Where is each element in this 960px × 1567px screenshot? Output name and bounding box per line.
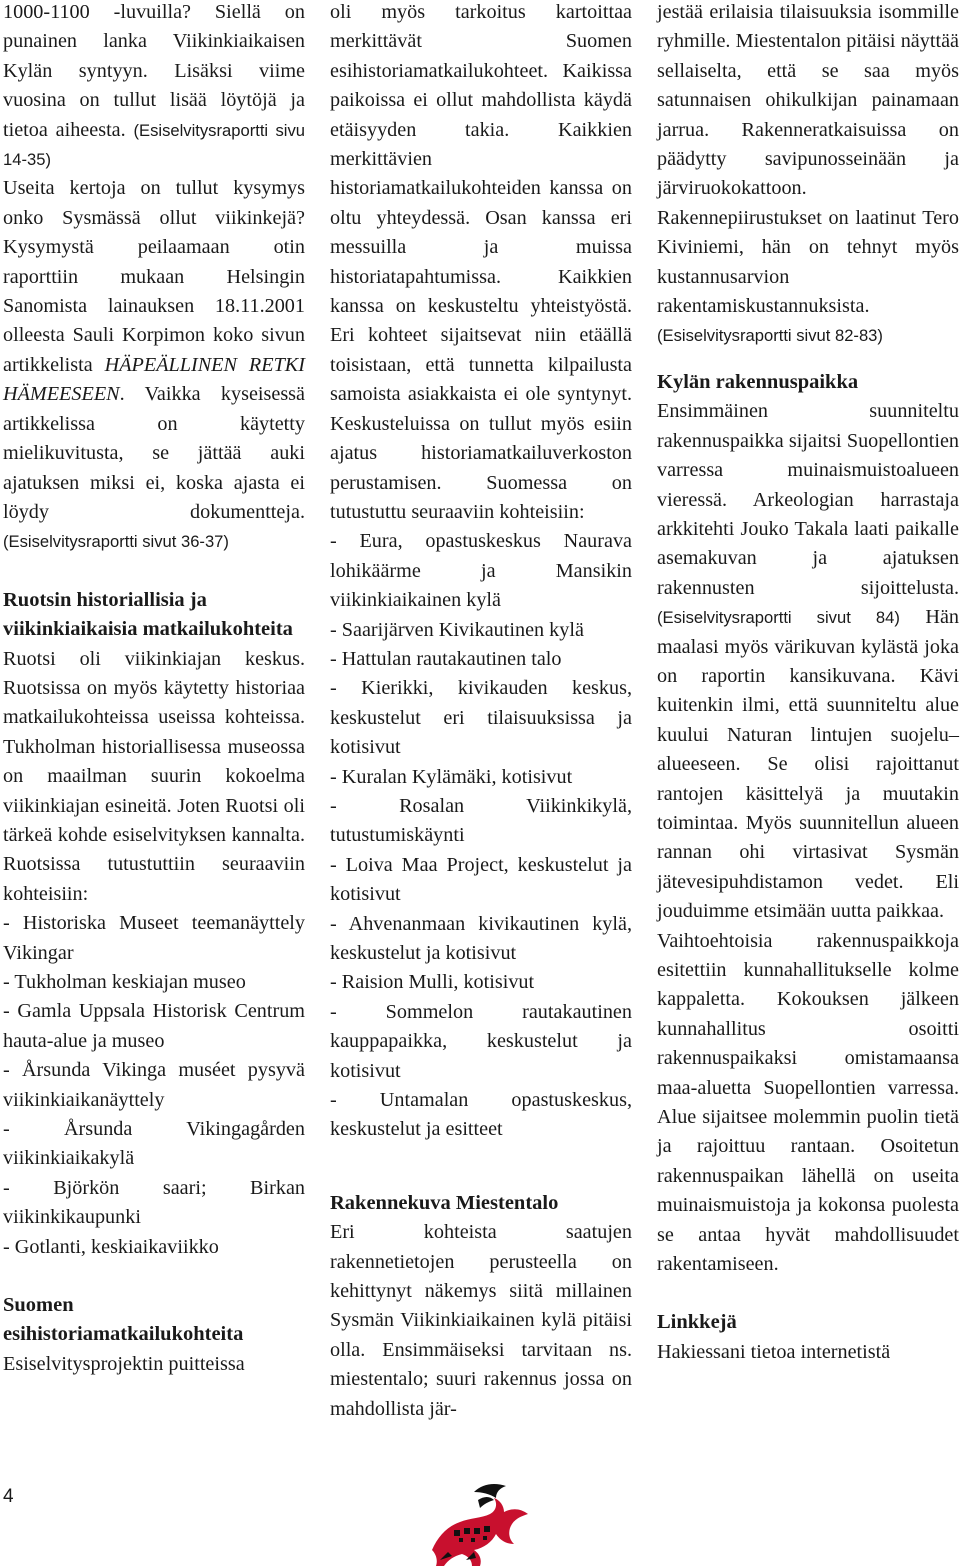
list-item: - Kuralan Kylämäki, kotisivut xyxy=(330,765,573,788)
list-item: - Tukholman keskiajan museo xyxy=(3,971,246,993)
column-2 xyxy=(330,0,632,1424)
paragraph: oli myös tarkoitus kartoittaa merkittävät Suomen esihistoriamatkailukohteet. Kaikissa paikoissa ei ollut mahdollista käydä etäisyyden takia. Kaikkien merkittävien historiamatkailukohteiden kanssa on oltu yhteydessä. Osan kanssa eri messuilla ja muissa historiatapahtumissa. Kaikkien kanssa on keskusteltu yhteistyöstä. Eri kohteet sijaitsevat niin etäällä toisistaan, että tunnetta kilpailusta samoista asiakkaista ei ole syntynyt. Keskusteluissa on tullut myös esiin ajatus historiamatkailuverkoston perustamisen. Suomessa on tutustuttu seuraaviin kohteisiin: xyxy=(330,1,632,523)
list-item: - Gotlanti, keskiaikaviikko xyxy=(3,1235,219,1258)
page-number: 4 xyxy=(3,1486,14,1507)
list-item: - Gamla Uppsala Historisk Centrum hauta-alue ja museo xyxy=(3,1000,305,1052)
section-heading: Rakennekuva Miestentalo xyxy=(330,1191,559,1214)
section-heading: Suomen esihistoriamatkailukohteita xyxy=(3,1294,244,1346)
text: Ensimmäinen suunniteltu rakennuspaikka sijaitsi Suopellontien varressa muinaismuistoalueen vieressä. Arkeologian harrastaja arkkitehti Jouko Takala laati paikalle asemakuvan ja ajatuksen rakennusten sijoittelusta. xyxy=(657,400,959,599)
list-item: - Rosalan Viikinkikylä, tutustumiskäynti xyxy=(330,794,632,847)
viking-horse-logo-icon xyxy=(424,1478,534,1567)
list-item: - Årsunda Vikingagården viikinkiaikakylä xyxy=(3,1118,305,1170)
list-item: - Sommelon rautakautinen kauppapaikka, keskustelut ja kotisivut xyxy=(330,1000,632,1082)
text: 1000-1100 -luvuilla? Siellä on punainen lanka Viikinkiaikaisen Kylän syntyyn. Lisäksi viime vuosina on tullut lisää löytöjä ja tietoa aiheesta. xyxy=(3,1,305,141)
report-reference: (Esiselvitysraportti sivut 36-37) xyxy=(3,532,229,552)
article-title: HÄPEÄLLINEN RETKI HÄMEESEEN xyxy=(3,353,305,406)
text: jestää erilaisia tilaisuuksia isommille ryhmille. Miestentalon pitäisi näyttää sellaiselta, että se saa myös satunnaisen ohikulkijan painamaan jarrua. Rakenneratkaisuissa on päädytty savipunosseinään ja järviruokokattoon. Rakennepiirustukset on laatinut Tero Kiviniemi, hän on tehnyt myös kustannusarvion rakentamiskustannuksista. xyxy=(657,1,959,318)
destination-list xyxy=(330,527,632,1145)
paragraph xyxy=(3,174,305,556)
list-item: - Kierikki, kivikauden keskus, keskustelut eri tilaisuuksissa ja kotisivut xyxy=(330,677,632,759)
text: . Vaikka kyseisessä artikkelissa on käytetty mielikuvitusta, se jättää auki ajatuksen miksi ei, koska ajasta ei löydy dokumentteja. xyxy=(3,383,305,523)
paragraph: Ruotsi oli viikinkiajan keskus. Ruotsissa on myös käytetty historiaa matkailukohteissa useissa kohteissa. Tukholman historiallisessa museossa on maailman suurin kokoelma viikinkiajan esineitä. Joten Ruotsi oli tärkeä kohde esiselvityksen kannalta. Ruotsissa tutustuttiin seuraaviin kohteisiin: xyxy=(3,647,305,905)
paragraph xyxy=(657,0,959,351)
column-1 xyxy=(3,0,305,1379)
paragraph: Hakiessani tietoa internetistä xyxy=(657,1340,891,1363)
list-item: - Loiva Maa Project, keskustelut ja kotisivut xyxy=(330,853,632,906)
list-item: - Hattulan rautakautinen talo xyxy=(330,647,562,670)
report-reference: (Esiselvitysraportti sivu 14-35) xyxy=(3,120,305,170)
list-item: - Eura, opastuskeskus Naurava lohikäärme ja Mansikin viikinkiaikainen kylä xyxy=(330,530,632,612)
list-item: - Untamalan opastuskeskus, keskustelut ja esitteet xyxy=(330,1089,632,1141)
column-3 xyxy=(657,0,959,1367)
list-item: - Björkön saari; Birkan viikinkikaupunki xyxy=(3,1176,305,1229)
report-reference: (Esiselvitysraportti sivut 84) xyxy=(657,608,900,628)
report-reference: (Esiselvitysraportti sivut 82-83) xyxy=(657,326,883,346)
list-item: - Raision Mulli, kotisivut xyxy=(330,971,535,994)
list-item: - Historiska Museet teemanäyttely Vikingar xyxy=(3,912,305,964)
text: Useita kertoja on tullut kysymys onko Sysmässä ollut viikinkejä? Kysymystä peilaamaan otin raporttiin mukaan Helsingin Sanomista lainauksen 18.11.2001 olleesta Sauli Korpimon koko sivun artikkelista xyxy=(3,177,305,376)
text: Hän maalasi myös värikuvan kylästä joka on raportin kansikuvana. Kävi kuitenkin ilmi, että suunniteltu alue kuului Naturan lintujen suojelu–alueeseen. Se olisi rajoittanut rantojen käsittelyä ja muutakin toimintaa. Myös suunnitellun alueen rannan ohi virtasivat Sysmän jätevesipuhdistamon vedet. Eli jouduimme etsimään uutta paikkaa. xyxy=(657,606,959,923)
list-item: - Ahvenanmaan kivikautinen kylä, keskustelut ja kotisivut xyxy=(330,912,632,964)
paragraph: Vaihtoehtoisia rakennuspaikkoja esitettiin kunnahallitukselle kolme kappaletta. Kokouksen jälkeen kunnahallitus osoitti rakennuspaikaksi omistamaansa maa-aluetta Suopellontien varressa. Alue sijaitsee molemmin puolin tietä ja rajoittuu rantaan. Osoitetun rakennuspaikan lähellä on useita muinaismuistoja ja kokonsa puolesta se antaa hyvät mahdollisuudet rakentamiseen. xyxy=(657,929,959,1276)
list-item: - Årsunda Vikinga muséet pysyvä viikinkiaikanäyttely xyxy=(3,1059,305,1111)
paragraph xyxy=(657,397,959,926)
section-heading: Ruotsin historiallisia ja viikinkiaikaisia matkailukohteita xyxy=(3,588,293,641)
section-heading: Kylän rakennuspaikka xyxy=(657,370,859,393)
paragraph: Esiselvitysprojektin puitteissa xyxy=(3,1352,245,1375)
list-item: - Saarijärven Kivikautinen kylä xyxy=(330,618,584,641)
paragraph: Eri kohteista saatujen rakennetietojen perusteella on kehittynyt näkemys siitä millainen Sysmän Viikinkiaikainen kylä pitäisi olla. Ensimmäiseksi tarvitaan ns. miestentalo; suuri rakennus jossa on mahdollista jär- xyxy=(330,1221,632,1420)
paragraph xyxy=(3,0,305,174)
destination-list xyxy=(3,909,305,1262)
section-heading: Linkkejä xyxy=(657,1311,737,1334)
